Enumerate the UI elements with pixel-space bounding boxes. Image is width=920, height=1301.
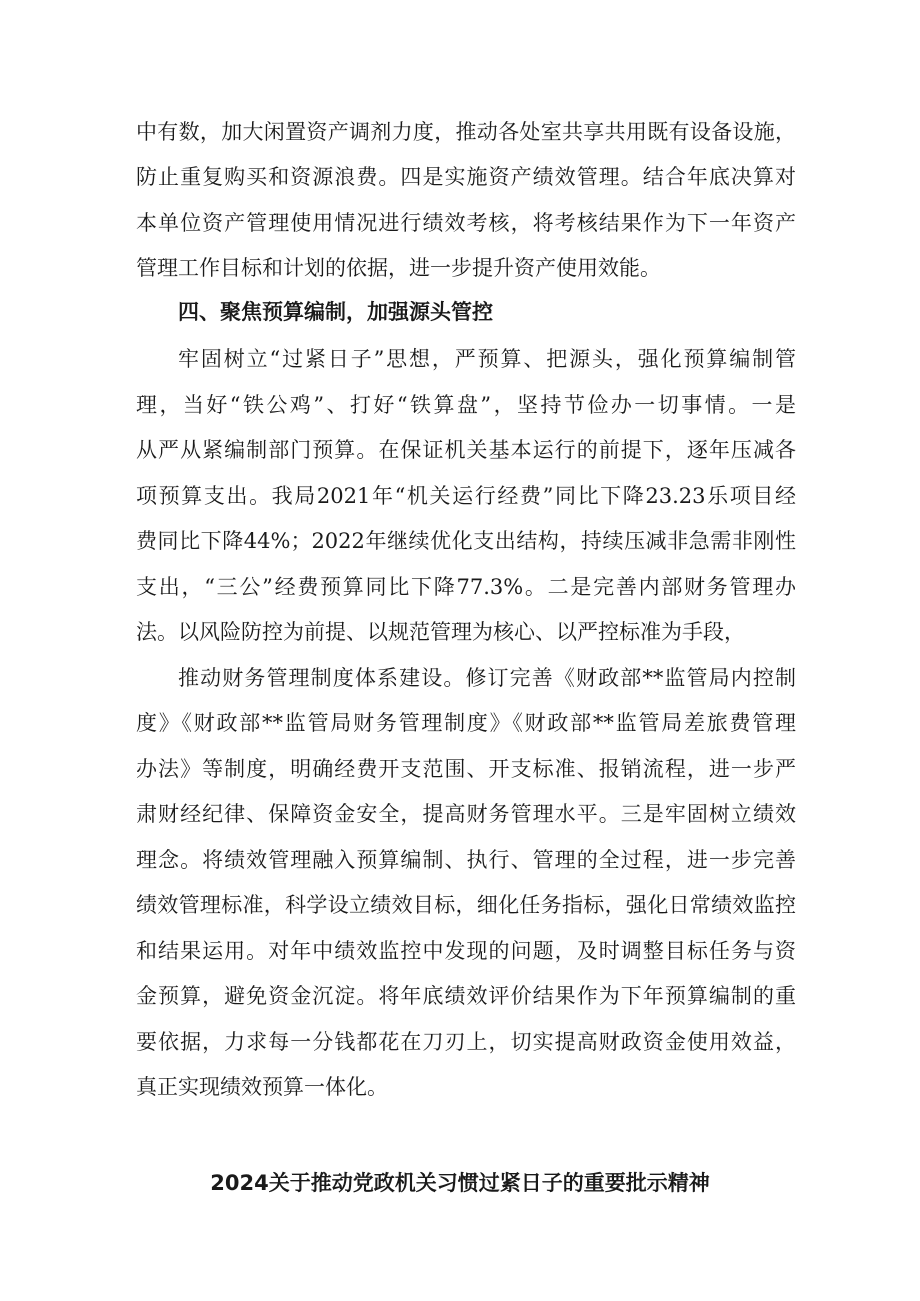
text-line: 肃财经纪律、保障资金安全，提高财务管理水平。三是牢固树立绩效 bbox=[136, 802, 796, 826]
text-line: 中有数，加大闲置资产调剂力度，推动各处室共享共用既有设备设施， bbox=[136, 120, 796, 144]
text-line: 法。以风险防控为前提、以规范管理为核心、以严控标准为手段， bbox=[136, 620, 745, 644]
text-line: 度》《财政部**监管局财务管理制度》《财政部**监管局差旅费管理 bbox=[136, 711, 796, 735]
section-heading: 四、聚焦预算编制，加强源头管控 bbox=[178, 300, 493, 324]
text-line: 和结果运用。对年中绩效监控中发现的问题，及时调整目标任务与资 bbox=[136, 939, 796, 963]
text-line: 项预算支出。我局2021年“机关运行经费”同比下降23.23乐项目经 bbox=[136, 484, 796, 508]
text-line: 理念。将绩效管理融入预算编制、执行、管理的全过程，进一步完善 bbox=[136, 848, 796, 872]
text-line: 本单位资产管理使用情况进行绩效考核，将考核结果作为下一年资产 bbox=[136, 211, 796, 235]
text-line: 牢固树立“过紧日子”思想，严预算、把源头，强化预算编制管 bbox=[178, 347, 796, 371]
text-line: 办法》等制度，明确经费开支范围、开支标准、报销流程，进一步严 bbox=[136, 757, 796, 781]
document-title: 2024关于推动党政机关习惯过紧日子的重要批示精神 bbox=[210, 1171, 710, 1195]
text-line: 从严从紧编制部门预算。在保证机关基本运行的前提下，逐年压减各 bbox=[136, 438, 796, 462]
text-line: 推动财务管理制度体系建设。修订完善《财政部**监管局内控制 bbox=[178, 666, 796, 690]
text-line: 要依据，力求每一分钱都花在刀刃上，切实提高财政资金使用效益， bbox=[136, 1030, 796, 1054]
text-line: 管理工作目标和计划的依据，进一步提升资产使用效能。 bbox=[136, 256, 661, 280]
text-line: 金预算，避免资金沉淀。将年底绩效评价结果作为下年预算编制的重 bbox=[136, 984, 796, 1008]
text-line: 费同比下降44%；2022年继续优化支出结构，持续压减非急需非刚性 bbox=[136, 529, 796, 553]
text-line: 防止重复购买和资源浪费。四是实施资产绩效管理。结合年底决算对 bbox=[136, 165, 796, 189]
text-line: 绩效管理标准，科学设立绩效目标，细化任务指标，强化日常绩效监控 bbox=[136, 893, 796, 917]
text-line: 真正实现绩效预算一体化。 bbox=[136, 1075, 388, 1099]
text-line: 理，当好“铁公鸡”、打好“铁算盘”，坚持节俭办一切事情。一是 bbox=[136, 393, 796, 417]
text-line: 支出，“三公”经费预算同比下降77.3%。二是完善内部财务管理办 bbox=[136, 575, 796, 599]
